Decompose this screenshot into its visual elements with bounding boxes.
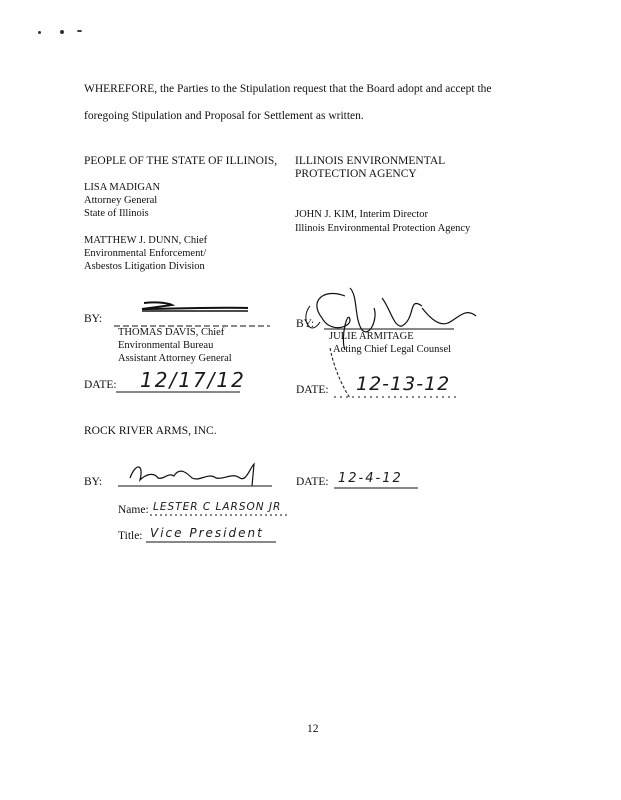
- scan-speck: [60, 30, 64, 34]
- title-line-company: [146, 541, 286, 545]
- intro-line-1: WHEREFORE, the Parties to the Stipulation request that the Board adopt and accept the: [84, 83, 492, 95]
- name-line-company: [150, 514, 300, 518]
- by-label-company: BY:: [84, 476, 103, 488]
- date-label-left: DATE:: [84, 379, 117, 391]
- name-matthew-dunn: MATTHEW J. DUNN, Chief: [84, 235, 208, 246]
- scan-speck: [77, 30, 82, 32]
- date-line-right: [334, 396, 464, 400]
- date-line-left: [116, 391, 246, 395]
- title-state-of-illinois: State of Illinois: [84, 208, 149, 219]
- name-john-kim: JOHN J. KIM, Interim Director: [295, 209, 428, 220]
- party-illinois-env: ILLINOIS ENVIRONMENTAL: [295, 155, 446, 167]
- title-value-company: Vice President: [150, 526, 264, 540]
- title-env-enforcement: Environmental Enforcement/: [84, 248, 207, 259]
- title-illinois-epa: Illinois Environmental Protection Agency: [295, 223, 471, 234]
- title-label-company: Title:: [118, 530, 143, 542]
- by-label-left: BY:: [84, 313, 103, 325]
- signer-asst-attorney-general: Assistant Attorney General: [118, 353, 232, 364]
- date-label-company: DATE:: [296, 476, 329, 488]
- signer-acting-counsel: Acting Chief Legal Counsel: [333, 344, 452, 355]
- intro-line-2: foregoing Stipulation and Proposal for Settlement as written.: [84, 110, 364, 122]
- signer-julie-armitage: JULIE ARMITAGE: [329, 331, 414, 342]
- name-value-company: LESTER C LARSON JR: [153, 501, 282, 513]
- date-value-company: 12-4-12: [338, 471, 403, 486]
- signature-lester-larson: [118, 458, 288, 494]
- by-label-right: BY:: [296, 318, 315, 330]
- date-line-company: [334, 487, 424, 491]
- date-label-right: DATE:: [296, 384, 329, 396]
- name-label-company: Name:: [118, 504, 149, 516]
- scan-speck: [38, 31, 41, 34]
- page-number: 12: [307, 723, 319, 735]
- name-lisa-madigan: LISA MADIGAN: [84, 182, 161, 193]
- company-rock-river-arms: ROCK RIVER ARMS, INC.: [84, 425, 217, 437]
- title-asbestos-litigation: Asbestos Litigation Division: [84, 261, 205, 272]
- date-value-right: 12-13-12: [356, 373, 451, 395]
- signer-thomas-davis: THOMAS DAVIS, Chief: [118, 327, 225, 338]
- party-people-illinois: PEOPLE OF THE STATE OF ILLINOIS,: [84, 155, 278, 167]
- signer-env-bureau: Environmental Bureau: [118, 340, 214, 351]
- title-attorney-general: Attorney General: [84, 195, 158, 206]
- party-protection-agency: PROTECTION AGENCY: [295, 168, 417, 180]
- date-value-left: 12/17/12: [140, 368, 246, 392]
